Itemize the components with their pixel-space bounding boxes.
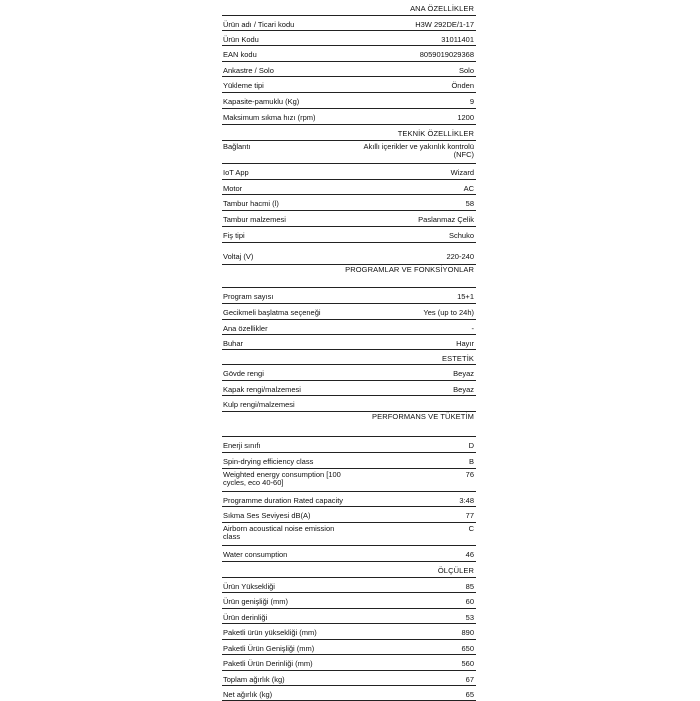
spec-value: 15+1 bbox=[457, 292, 474, 301]
spec-label: Kulp rengi/malzemesi bbox=[223, 400, 295, 409]
spec-label: Net ağırlık (kg) bbox=[223, 690, 273, 699]
spec-value: 67 bbox=[465, 675, 474, 684]
spec-value: 77 bbox=[465, 511, 474, 520]
spec-row-paketli-urun-genisligi-mm bbox=[222, 640, 476, 655]
spec-label: Airborn acoustical noise emission class bbox=[223, 524, 335, 541]
spec-row-spin-drying-efficiency-class bbox=[222, 453, 476, 469]
section-header-olculer bbox=[222, 562, 476, 578]
section-title: PROGRAMLAR VE FONKSİYONLAR bbox=[345, 265, 474, 274]
spec-label: Ürün derinliği bbox=[223, 613, 268, 622]
spec-value: 560 bbox=[461, 659, 474, 668]
spec-label: Yükleme tipi bbox=[223, 81, 264, 90]
spec-value: 8059019029368 bbox=[419, 50, 474, 59]
spec-row-fis-tipi bbox=[222, 227, 476, 243]
section-header-programlar-ve-fonksiyonlar bbox=[222, 265, 476, 288]
spec-row-kulp-rengi-malzemesi bbox=[222, 396, 476, 412]
spec-label: Ana özellikler bbox=[223, 324, 268, 333]
spec-label: Motor bbox=[223, 184, 243, 193]
section-title: TEKNİK ÖZELLİKLER bbox=[397, 129, 474, 138]
spec-row-tambur-hacmi-l bbox=[222, 195, 476, 211]
spec-value: Paslanmaz Çelik bbox=[418, 215, 474, 224]
spec-value: 65 bbox=[465, 690, 474, 699]
spec-label: Program sayısı bbox=[223, 292, 274, 301]
spec-label: Maksimum sıkma hızı (rpm) bbox=[223, 113, 316, 122]
spec-row-voltaj-v bbox=[222, 243, 476, 265]
spec-row-kapak-rengi-malzemesi bbox=[222, 381, 476, 396]
spec-value: 46 bbox=[465, 550, 474, 559]
spec-label: Weighted energy consumption [100 cycles, eco 40-60] bbox=[223, 470, 341, 487]
spec-value: Akıllı içerikler ve yakınlık kontrolü (NFC) bbox=[363, 142, 474, 159]
section-header-ana-ozellikler bbox=[222, 0, 476, 16]
spec-row-urun-yuksekligi bbox=[222, 578, 476, 593]
spec-label: Ürün genişliği (mm) bbox=[223, 597, 289, 606]
spec-value: Önden bbox=[451, 81, 474, 90]
section-header-teknik-ozellikler bbox=[222, 125, 476, 141]
spec-value: H3W 292DE/1-17 bbox=[415, 20, 474, 29]
spec-label: Tambur hacmi (l) bbox=[223, 199, 279, 208]
spec-value: 220-240 bbox=[446, 252, 474, 261]
spec-row-yukleme-tipi bbox=[222, 77, 476, 93]
spec-row-airborn-acoustical-noise-emission-class bbox=[222, 523, 476, 546]
spec-row-urun-derinligi bbox=[222, 609, 476, 624]
spec-value: B bbox=[468, 457, 474, 466]
spec-label: Fiş tipi bbox=[223, 231, 245, 240]
spec-row-govde-rengi bbox=[222, 365, 476, 381]
spec-label: Enerji sınıfı bbox=[223, 441, 261, 450]
spec-value: 3:48 bbox=[459, 496, 474, 505]
spec-row-gecikmeli-baslatma-secenegi bbox=[222, 304, 476, 320]
spec-value: Beyaz bbox=[453, 369, 474, 378]
spec-value: 53 bbox=[465, 613, 474, 622]
spec-value: Hayır bbox=[456, 339, 474, 348]
spec-row-ankastre-solo bbox=[222, 62, 476, 77]
spec-value: 9 bbox=[469, 97, 474, 106]
spec-value: 60 bbox=[465, 597, 474, 606]
spec-value: 890 bbox=[461, 628, 474, 637]
spec-row-paketli-urun-yuksekligi-mm bbox=[222, 624, 476, 640]
spec-label: EAN kodu bbox=[223, 50, 257, 59]
spec-label: Programme duration Rated capacity bbox=[223, 496, 344, 505]
spec-value: 76 bbox=[465, 470, 474, 479]
spec-row-maksimum-sikma-hizi-rpm bbox=[222, 109, 476, 125]
spec-label: Water consumption bbox=[223, 550, 288, 559]
spec-label: Sıkma Ses Seviyesi dB(A) bbox=[223, 511, 311, 520]
spec-row-urun-kodu bbox=[222, 31, 476, 46]
spec-row-sikma-ses-seviyesi-db-a bbox=[222, 507, 476, 523]
section-title: ÖLÇÜLER bbox=[437, 566, 474, 575]
spec-value: Beyaz bbox=[453, 385, 474, 394]
spec-row-net-agirlik-kg bbox=[222, 686, 476, 701]
spec-label: Kapak rengi/malzemesi bbox=[223, 385, 301, 394]
spec-row-baglanti bbox=[222, 141, 476, 164]
spec-value: Yes (up to 24h) bbox=[423, 308, 474, 317]
spec-label: Paketli Ürün Genişliği (mm) bbox=[223, 644, 315, 653]
section-header-performans-ve-tuketim bbox=[222, 412, 476, 437]
spec-row-kapasite-pamuklu-kg bbox=[222, 93, 476, 109]
spec-value: Schuko bbox=[448, 231, 474, 240]
spec-label: Voltaj (V) bbox=[223, 252, 254, 261]
spec-value: Solo bbox=[458, 66, 474, 75]
section-title: ANA ÖZELLİKLER bbox=[410, 4, 474, 13]
spec-label: Gecikmeli başlatma seçeneği bbox=[223, 308, 321, 317]
spec-label: Paketli ürün yüksekliği (mm) bbox=[223, 628, 317, 637]
spec-label: IoT App bbox=[223, 168, 249, 177]
spec-row-tambur-malzemesi bbox=[222, 211, 476, 227]
spec-sheet bbox=[222, 0, 476, 701]
spec-label: Ürün Kodu bbox=[223, 35, 259, 44]
spec-row-enerji-sinifi bbox=[222, 437, 476, 453]
spec-row-urun-adi-ticari-kodu bbox=[222, 16, 476, 31]
spec-value: 58 bbox=[465, 199, 474, 208]
spec-value: 85 bbox=[465, 582, 474, 591]
section-header-estetik bbox=[222, 350, 476, 365]
spec-value: 650 bbox=[461, 644, 474, 653]
spec-row-water-consumption bbox=[222, 546, 476, 562]
spec-row-ean-kodu bbox=[222, 46, 476, 62]
section-title: ESTETİK bbox=[442, 354, 474, 363]
spec-value: Wizard bbox=[450, 168, 474, 177]
spec-row-buhar bbox=[222, 335, 476, 350]
spec-label: Paketli Ürün Derinliği (mm) bbox=[223, 659, 313, 668]
spec-value: AC bbox=[463, 184, 474, 193]
spec-label: Ürün adı / Ticari kodu bbox=[223, 20, 295, 29]
spec-value: - bbox=[471, 324, 474, 333]
spec-row-weighted-energy-consumption-100-cycles-eco-40-60 bbox=[222, 469, 476, 492]
spec-row-urun-genisligi-mm bbox=[222, 593, 476, 609]
spec-label: Gövde rengi bbox=[223, 369, 264, 378]
spec-row-paketli-urun-derinligi-mm bbox=[222, 655, 476, 671]
spec-label: Tambur malzemesi bbox=[223, 215, 286, 224]
spec-label: Bağlantı bbox=[223, 142, 251, 151]
section-title: PERFORMANS VE TÜKETİM bbox=[372, 412, 474, 421]
spec-value: D bbox=[468, 441, 474, 450]
spec-label: Toplam ağırlık (kg) bbox=[223, 675, 285, 684]
spec-label: Kapasite-pamuklu (Kg) bbox=[223, 97, 300, 106]
spec-row-program-sayisi bbox=[222, 288, 476, 304]
spec-row-programme-duration-rated-capacity bbox=[222, 492, 476, 507]
spec-label: Ürün Yüksekliği bbox=[223, 582, 275, 591]
spec-value: C bbox=[468, 524, 474, 533]
spec-label: Buhar bbox=[223, 339, 244, 348]
spec-row-ana-ozellikler bbox=[222, 320, 476, 335]
spec-row-toplam-agirlik-kg bbox=[222, 671, 476, 686]
spec-label: Spin-drying efficiency class bbox=[223, 457, 314, 466]
spec-row-motor bbox=[222, 180, 476, 195]
spec-value: 31011401 bbox=[441, 35, 474, 44]
spec-row-iot-app bbox=[222, 164, 476, 180]
spec-value: 1200 bbox=[457, 113, 474, 122]
spec-label: Ankastre / Solo bbox=[223, 66, 274, 75]
